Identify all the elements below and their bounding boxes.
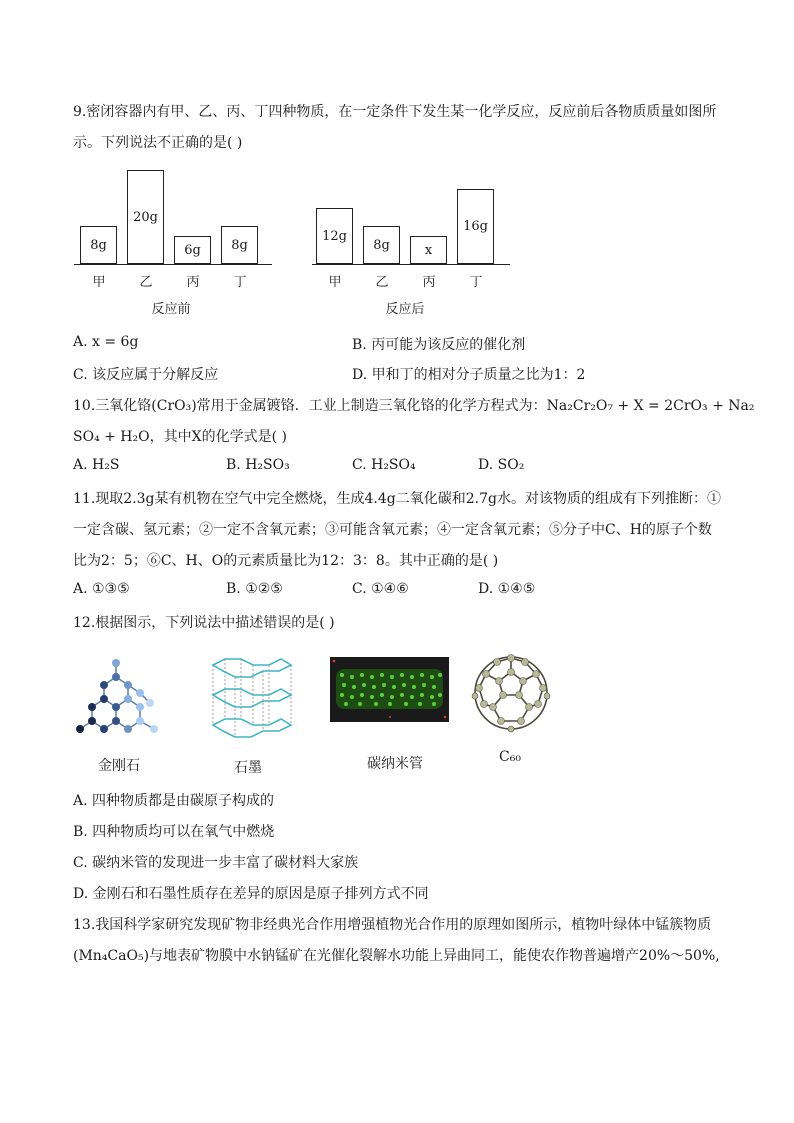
chart-after-tick-1: 甲 (328, 275, 342, 290)
label-graphite: 石墨 (234, 760, 262, 776)
chart-before-tick-2: 乙 (139, 275, 153, 290)
label-carbon-nanotube: 碳纳米管 (367, 756, 423, 772)
chart-before-bar-3: 6g (174, 236, 211, 264)
q11-option-a: A. ①③⑤ (73, 581, 130, 597)
q9-option-a: A. x = 6g (73, 334, 139, 350)
q11-stem-line2: 一定含碳、氢元素；②一定不含氧元素；③可能含氧元素；④一定含氧元素；⑤分子中C、H的原子个数 (73, 522, 712, 538)
q13-stem-line1: 13.我国科学家研究发现矿物非经典光合作用增强植物光合作用的原理如图所示，植物叶绿体中锰簇物质 (73, 917, 712, 933)
carbon-nanotube-image (330, 657, 449, 722)
chart-before-bar-4: 8g (221, 226, 258, 264)
chart-after-bar-1: 12g (316, 208, 353, 264)
q12-option-a: A. 四种物质都是由碳原子构成的 (73, 793, 275, 809)
q9-option-b: B. 丙可能为该反应的催化剂 (352, 337, 526, 353)
q10-option-d: D. SO₂ (478, 457, 525, 473)
chart-before-tick-1: 甲 (92, 275, 106, 290)
label-c60: C₆₀ (499, 749, 521, 765)
q12-option-c: C. 碳纳米管的发现进一步丰富了碳材料大家族 (73, 855, 359, 871)
q10-option-a: A. H₂S (73, 457, 120, 473)
graphite-structure-image (205, 655, 295, 740)
q13-stem-line2: (Mn₄CaO₅)与地表矿物膜中水钠锰矿在光催化裂解水功能上异曲同工，能使农作物普遍增产20%～50%, (73, 948, 720, 964)
q12-stem-line1: 12.根据图示，下列说法中描述错误的是( ) (73, 615, 335, 631)
q11-option-d: D. ①④⑤ (478, 581, 536, 597)
q9-option-c: C. 该反应属于分解反应 (73, 367, 219, 383)
chart-before-bar-1: 8g (80, 226, 117, 264)
chart-before-caption: 反应前 (151, 302, 191, 317)
q11-option-c: C. ①④⑥ (352, 581, 409, 597)
chart-after-caption: 反应后 (385, 302, 425, 317)
q11-stem-line1: 11.现取2.3g某有机物在空气中完全燃烧，生成4.4g二氧化碳和2.7g水。对该物质的组成有下列推断：① (73, 491, 721, 507)
chart-after-tick-2: 乙 (375, 275, 389, 290)
label-diamond: 金刚石 (98, 758, 140, 774)
chart-after-tick-3: 丙 (422, 275, 436, 290)
chart-before-bar-2: 20g (127, 170, 164, 264)
c60-structure-image (467, 652, 555, 734)
chart-after-axis (312, 264, 510, 265)
chart-after-bar-4: 16g (457, 189, 494, 264)
chart-after-bar-2: 8g (363, 226, 400, 264)
q10-option-b: B. H₂SO₃ (226, 457, 290, 473)
chart-before-tick-3: 丙 (186, 275, 200, 290)
chart-after-bar-3: x (410, 236, 447, 264)
q10-option-c: C. H₂SO₄ (352, 457, 416, 473)
q9-option-d: D. 甲和丁的相对分子质量之比为1：2 (352, 367, 586, 383)
q11-option-b: B. ①②⑤ (226, 581, 283, 597)
chart-before-tick-4: 丁 (233, 275, 247, 290)
q11-stem-line3: 比为2：5；⑥C、H、O的元素质量比为12：3：8。其中正确的是( ) (73, 553, 499, 569)
chart-after-tick-4: 丁 (469, 275, 483, 290)
q12-option-b: B. 四种物质均可以在氧气中燃烧 (73, 824, 275, 840)
q10-stem-line2: SO₄ + H₂O，其中X的化学式是( ) (73, 429, 287, 445)
q9-stem-line2: 示。下列说法不正确的是( ) (73, 135, 243, 151)
q10-stem-line1: 10.三氧化铬(CrO₃)常用于金属镀铬．工业上制造三氧化铬的化学方程式为：Na₂Cr₂O₇ + X = 2CrO₃ + Na₂ (73, 398, 755, 414)
chart-before-axis (74, 264, 272, 265)
q9-stem-line1: 9.密闭容器内有甲、乙、丙、丁四种物质，在一定条件下发生某一化学反应，反应前后各物质质量如图所 (73, 104, 717, 120)
q12-option-d: D. 金刚石和石墨性质存在差异的原因是原子排列方式不同 (73, 886, 429, 902)
diamond-structure-image (70, 655, 166, 737)
